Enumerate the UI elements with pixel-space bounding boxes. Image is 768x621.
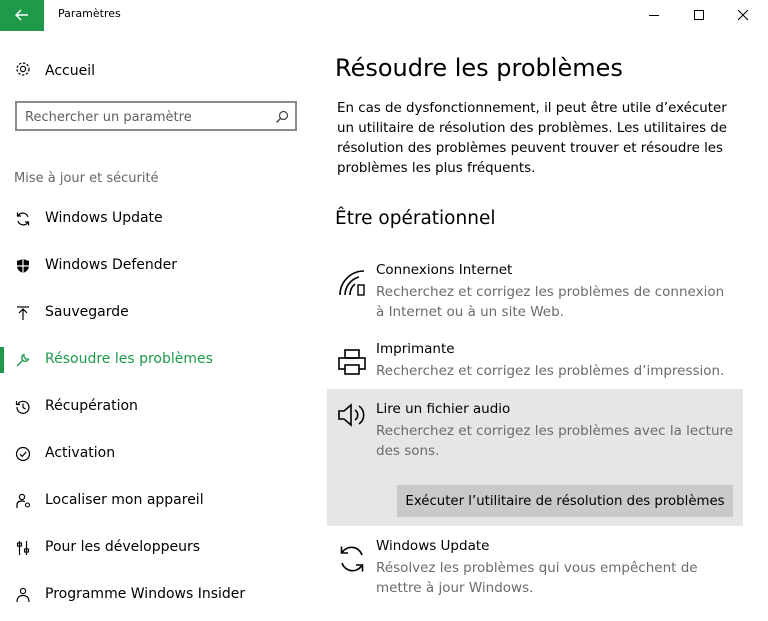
search-box[interactable] [15,101,297,131]
sidebar-item-windows-update[interactable] [0,204,322,234]
troubleshooter-description: Résolvez les problèmes qui vous empêchent de mettre à jour Windows. [376,560,698,596]
troubleshooter-audio[interactable] [327,389,743,526]
troubleshooter-printer[interactable] [327,341,743,391]
wifi-icon [335,266,369,300]
sidebar-item-label: Localiser mon appareil [45,492,204,508]
sidebar-item-activation[interactable] [0,439,322,469]
history-icon [14,398,32,416]
sidebar-item-label: Pour les développeurs [45,539,200,555]
troubleshooter-name: Imprimante [376,341,455,357]
minimize-button[interactable] [632,0,676,31]
sidebar-item-label: Activation [45,445,116,461]
speaker-icon [335,398,369,432]
troubleshooter-windows-update[interactable] [327,538,743,600]
minimize-icon [648,6,660,25]
maximize-button[interactable] [677,0,721,31]
run-troubleshooter-button[interactable]: Exécuter l’utilitaire de résolution des problèmes [397,485,733,517]
sidebar [0,31,322,621]
page-title: Résoudre les problèmes [335,54,623,82]
person-location-icon [14,492,32,510]
close-button[interactable] [721,0,765,31]
troubleshooter-name: Connexions Internet [376,262,513,278]
close-icon [737,6,749,25]
troubleshooter-name: Windows Update [376,538,490,554]
sidebar-item-recuperation[interactable] [0,392,322,422]
active-indicator [0,347,4,373]
wrench-icon [14,351,32,369]
developer-tools-icon [14,539,32,557]
title-bar [0,0,768,31]
shield-icon [14,257,32,275]
troubleshooter-internet[interactable] [327,262,743,322]
troubleshooter-name: Lire un fichier audio [376,401,511,417]
sidebar-item-sauvegarde[interactable] [0,298,322,328]
printer-icon [335,345,369,379]
sidebar-item-troubleshoot[interactable] [0,345,322,375]
search-icon[interactable] [275,109,289,128]
troubleshooter-description: Recherchez et corrigez les problèmes avec la lecture des sons. [376,423,734,459]
back-arrow-icon [15,6,29,25]
sidebar-item-insider[interactable] [0,580,322,610]
window-title: Paramètres [58,7,121,20]
home-link[interactable] [14,60,95,82]
sync-icon [335,542,369,576]
insider-icon [14,586,32,604]
main-content [322,31,768,621]
sidebar-item-label: Programme Windows Insider [45,586,246,602]
search-input[interactable] [25,107,265,127]
check-circle-icon [14,445,32,463]
section-title: Être opérationnel [335,208,496,229]
troubleshooter-description: Recherchez et corrigez les problèmes de connexion à Internet ou à un site Web. [376,284,725,320]
sidebar-item-windows-defender[interactable] [0,251,322,281]
sidebar-item-label: Récupération [45,398,138,414]
back-button[interactable] [0,0,44,31]
sidebar-item-label: Windows Defender [45,257,178,273]
sidebar-item-label: Sauvegarde [45,304,129,320]
upload-icon [14,304,32,322]
sync-icon [14,210,32,228]
section-label: Mise à jour et sécurité [14,171,159,186]
sidebar-item-developers[interactable] [0,533,322,563]
gear-icon [14,60,32,82]
home-label: Accueil [45,63,95,79]
sidebar-item-label: Résoudre les problèmes [45,351,213,367]
sidebar-item-label: Windows Update [45,210,163,226]
sidebar-item-find-device[interactable] [0,486,322,516]
troubleshooter-description: Recherchez et corrigez les problèmes d’impression. [376,363,725,379]
maximize-icon [693,6,705,25]
intro-text: En cas de dysfonctionnement, il peut être utile d’exécuter un utilitaire de résolution des problèmes. Les utilitaires de résolution des problèmes peuvent trouver et résoudre les problèmes les plus fréquents. [337,101,728,176]
